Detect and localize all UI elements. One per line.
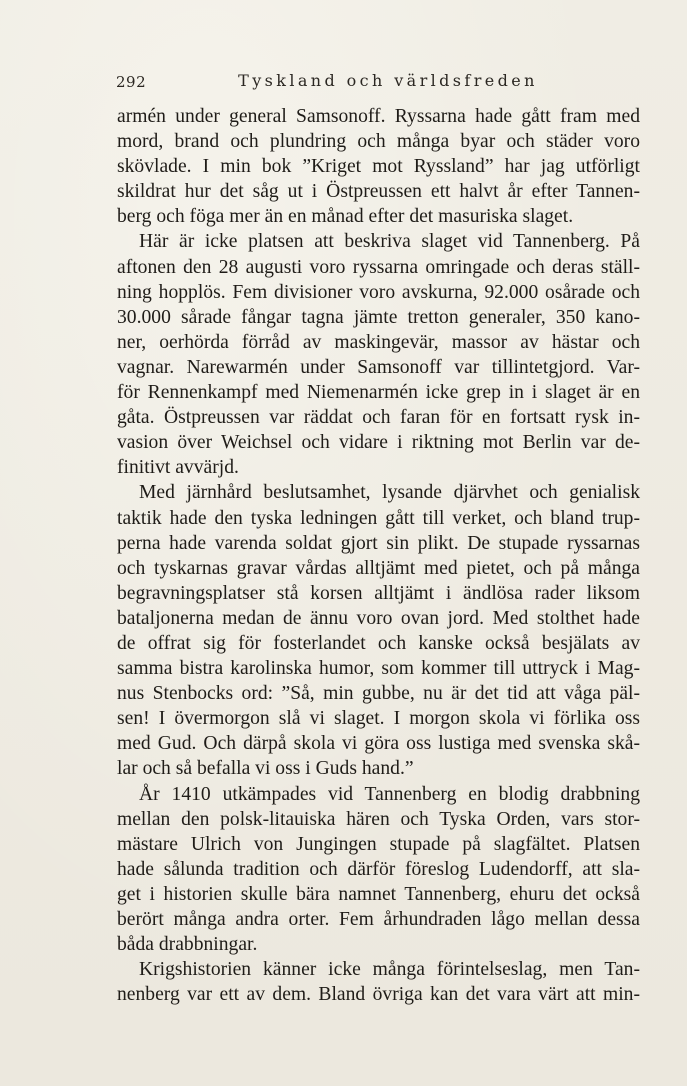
text-line: vasion över Weichsel och vidare i riktning mot Berlin var de- xyxy=(117,432,640,454)
text-line: finitivt avvärjd. xyxy=(117,457,239,479)
paragraph xyxy=(117,229,640,480)
paragraph xyxy=(117,480,640,781)
text-line: begravningsplatser stå korsen alltjämt i ändlösa rader liksom xyxy=(117,582,640,604)
paragraph xyxy=(117,782,640,958)
text-line: nus Stenbocks ord: ”Så, min gubbe, nu är det tid att våga päl- xyxy=(117,683,640,705)
text-line: ner, oerhörda förråd av maskingevär, massor av hästar och xyxy=(117,331,640,353)
text-line: perna hade varenda soldat gjort sin plikt. De stupade ryssarnas xyxy=(117,532,640,554)
text-line: de offrat sig för fosterlandet och kanske också besjälats av xyxy=(117,632,640,654)
text-line: 30.000 sårade fångar tagna jämte tretton generaler, 350 kano- xyxy=(117,306,640,328)
text-line: bataljonerna medan de ännu voro ovan jord. Med stolthet hade xyxy=(117,607,640,629)
text-line: skövlade. I min bok ”Kriget mot Ryssland” har jag utförligt xyxy=(117,156,640,178)
text-line: Krigshistorien känner icke många förintelseslag, men Tan- xyxy=(139,959,640,981)
text-line: armén under general Samsonoff. Ryssarna hade gått fram med xyxy=(117,106,640,127)
text-line: År 1410 utkämpades vid Tannenberg en blodig drabbning xyxy=(139,783,640,805)
text-line: med Gud. Och därpå skola vi göra oss lustiga med svenska skå- xyxy=(117,733,640,755)
text-line: berg och föga mer än en månad efter det masuriska slaget. xyxy=(117,206,574,228)
text-line: gåta. Östpreussen var räddat och faran för en fortsatt rysk in- xyxy=(117,407,640,429)
text-line: ning hopplös. Fem divisioner voro avskurna, 92.000 osårade och xyxy=(117,281,640,303)
text-line: taktik hade den tyska ledningen gått till verket, och bland trup- xyxy=(117,507,640,529)
text-line: mord, brand och plundring och många byar och städer voro xyxy=(117,131,640,153)
text-line: mellan den polsk-litauiska hären och Tyska Orden, vars stor- xyxy=(117,808,640,830)
text-line: hade sålunda tradition och därför föreslog Ludendorff, att sla- xyxy=(117,858,640,880)
text-line: aftonen den 28 augusti voro ryssarna omringade och deras ställ- xyxy=(117,256,640,278)
text-line: samma bistra karolinska humor, som kommer till uttryck i Mag- xyxy=(117,658,640,680)
text-line: för Rennenkampf med Niemenarmén icke grep in i slaget är en xyxy=(117,382,640,404)
text-line: sen! I övermorgon slå vi slaget. I morgon skola vi förlika oss xyxy=(117,708,640,730)
text-line: nenberg var ett av dem. Bland övriga kan det vara värt att min- xyxy=(117,984,640,1006)
text-line: vagnar. Narewarmén under Samsonoff var tillintetgjord. Var- xyxy=(117,356,640,378)
text-line: get i historien skulle bära namnet Tannenberg, ehuru det också xyxy=(117,883,640,905)
text-line: Med järnhård beslutsamhet, lysande djärvhet och genialisk xyxy=(139,482,640,504)
text-line: berört många andra orter. Fem århundraden lågo mellan dessa xyxy=(117,909,640,930)
text-line: och tyskarnas gravar vårdas alltjämt med pietet, och på många xyxy=(117,557,640,579)
paragraph xyxy=(117,957,640,1007)
text-line: Här är icke platsen att beskriva slaget vid Tannenberg. På xyxy=(139,231,640,253)
body-text xyxy=(117,104,640,1007)
page-header xyxy=(116,71,640,95)
text-line: mästare Ulrich von Jungingen stupade på slagfältet. Platsen xyxy=(117,833,640,855)
page-number: 292 xyxy=(116,73,147,91)
paragraph xyxy=(117,104,640,229)
running-title: Tyskland och världsfreden xyxy=(238,71,538,90)
text-line: lar och så befalla vi oss i Guds hand.” xyxy=(117,758,414,780)
text-line: båda drabbningar. xyxy=(117,934,258,956)
text-line: skildrat hur det såg ut i Östpreussen ett halvt år efter Tannen- xyxy=(117,181,640,203)
